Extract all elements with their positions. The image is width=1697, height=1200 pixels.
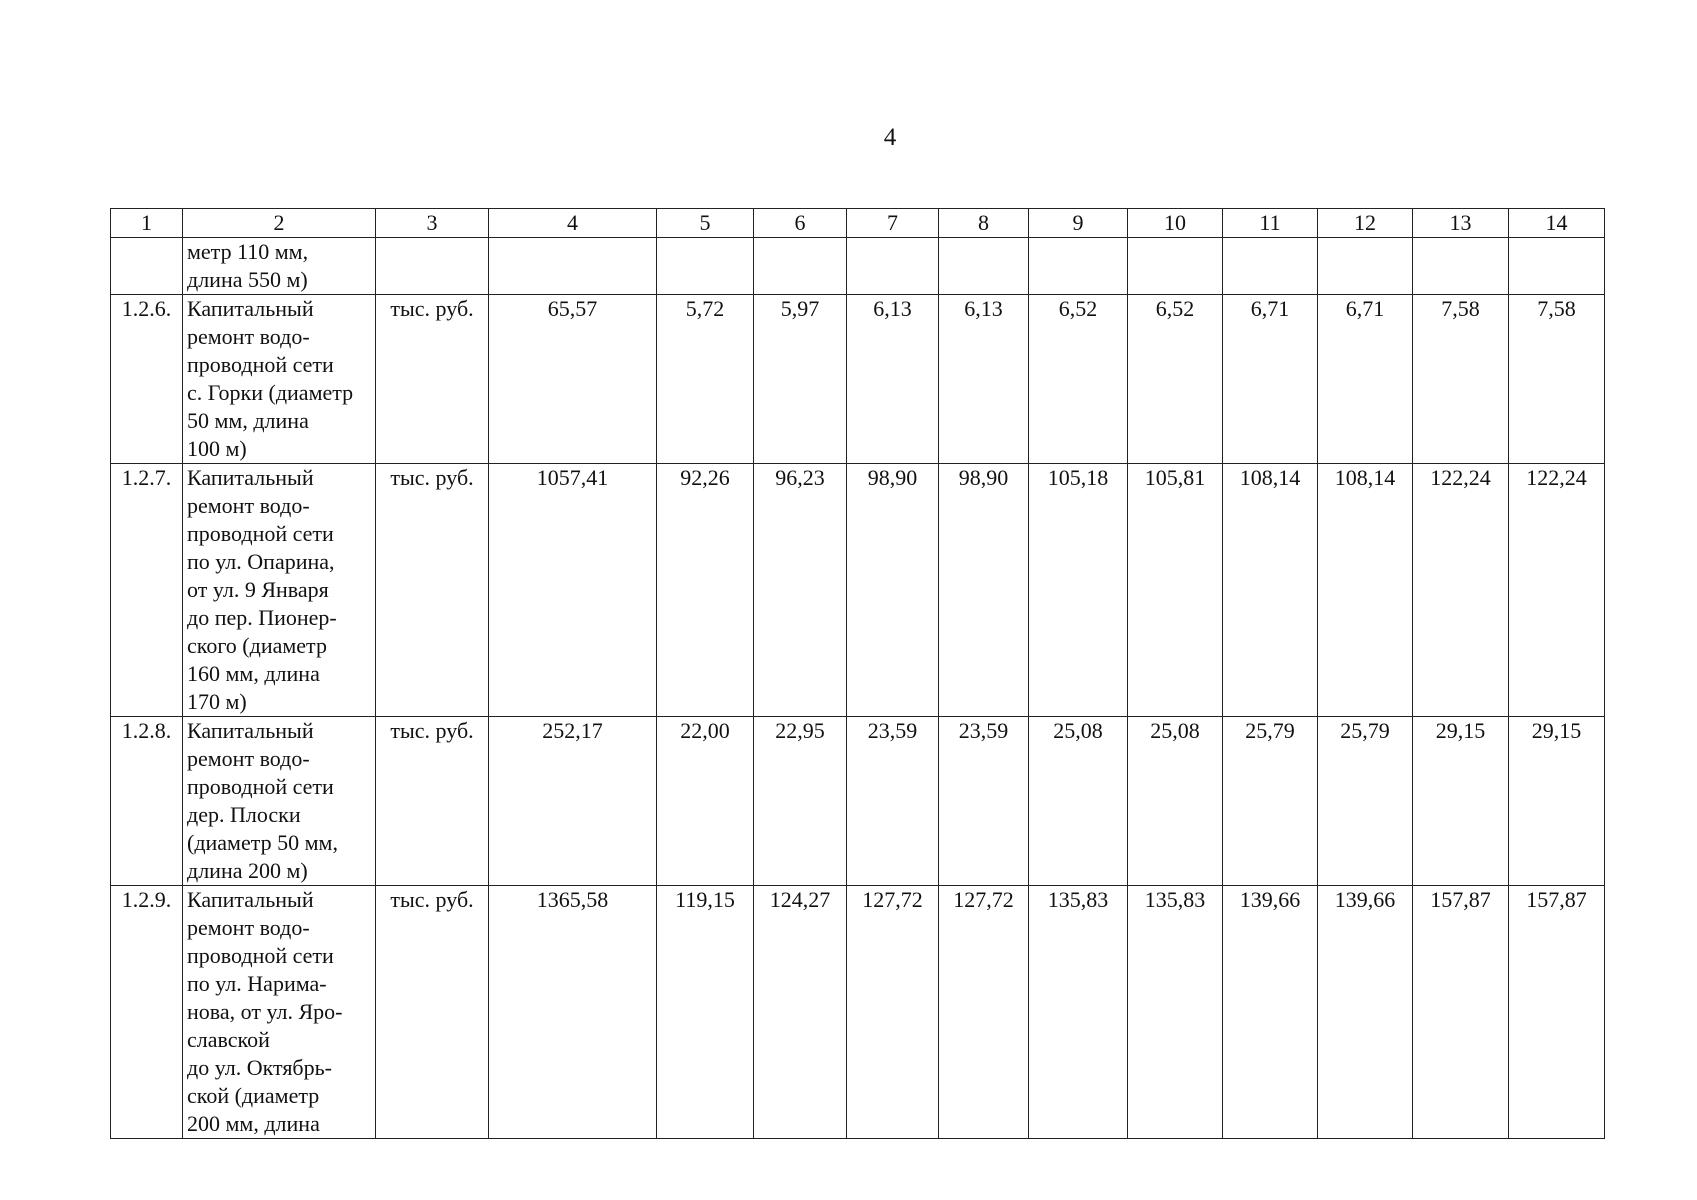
value-cell-col-6: 124,27 [754,886,847,1139]
value-cell-col-4: 252,17 [489,717,657,886]
value-cell-col-9: 105,18 [1029,464,1128,717]
value-cell-col-4 [489,238,657,295]
row-index: 1.2.6. [111,295,183,464]
description-line: от ул. 9 Января [187,577,329,602]
row-unit: тыс. руб. [376,295,489,464]
value-cell-col-11: 25,79 [1223,717,1318,886]
value-cell-col-10: 6,52 [1128,295,1223,464]
value-cell-col-11 [1223,238,1318,295]
column-header-6: 6 [754,209,847,238]
table-header [111,209,1605,238]
description-line: проводной сети [187,943,334,968]
value-cell-col-13: 122,24 [1413,464,1509,717]
value-cell-col-14: 29,15 [1509,717,1605,886]
table-row [111,238,1605,295]
row-unit: тыс. руб. [376,464,489,717]
value-cell-col-5: 119,15 [657,886,754,1139]
description-line: Капитальный [187,718,314,743]
value-cell-col-8 [939,238,1029,295]
description-line: 170 м) [187,689,247,714]
description-line: ского (диаметр [187,633,327,658]
description-line: ремонт водо- [187,324,310,349]
value-cell-col-13: 157,87 [1413,886,1509,1139]
description-line: ремонт водо- [187,915,310,940]
column-header-4: 4 [489,209,657,238]
description-line: длина 200 м) [187,858,308,883]
row-unit: тыс. руб. [376,886,489,1139]
table-row [111,886,1605,1139]
value-cell-col-14: 7,58 [1509,295,1605,464]
value-cell-col-9: 135,83 [1029,886,1128,1139]
description-line: проводной сети [187,521,334,546]
row-description [183,886,376,1139]
value-cell-col-12: 6,71 [1318,295,1413,464]
table-row [111,295,1605,464]
header-row [111,209,1605,238]
description-line: ремонт водо- [187,746,310,771]
value-cell-col-12 [1318,238,1413,295]
value-cell-col-7: 6,13 [847,295,939,464]
value-cell-col-10: 105,81 [1128,464,1223,717]
value-cell-col-4: 1057,41 [489,464,657,717]
description-line: длина 550 м) [187,267,308,292]
value-cell-col-11: 6,71 [1223,295,1318,464]
value-cell-col-11: 108,14 [1223,464,1318,717]
description-line: метр 110 мм, [187,239,309,264]
value-cell-col-9: 25,08 [1029,717,1128,886]
value-cell-col-14: 122,24 [1509,464,1605,717]
description-line: нова, от ул. Яро- [187,999,343,1024]
value-cell-col-8: 98,90 [939,464,1029,717]
description-line: проводной сети [187,774,334,799]
value-cell-col-6: 5,97 [754,295,847,464]
value-cell-col-10: 25,08 [1128,717,1223,886]
value-cell-col-8: 23,59 [939,717,1029,886]
value-cell-col-7 [847,238,939,295]
column-header-10: 10 [1128,209,1223,238]
row-index: 1.2.8. [111,717,183,886]
column-header-11: 11 [1223,209,1318,238]
description-line: проводной сети [187,352,334,377]
value-cell-col-12: 108,14 [1318,464,1413,717]
value-cell-col-4: 1365,58 [489,886,657,1139]
column-header-12: 12 [1318,209,1413,238]
description-line: дер. Плоски [187,802,301,827]
column-header-3: 3 [376,209,489,238]
description-line: (диаметр 50 мм, [187,830,338,855]
value-cell-col-7: 127,72 [847,886,939,1139]
value-cell-col-12: 25,79 [1318,717,1413,886]
column-header-7: 7 [847,209,939,238]
column-header-8: 8 [939,209,1029,238]
row-description [183,238,376,295]
value-cell-col-8: 127,72 [939,886,1029,1139]
value-cell-col-13: 29,15 [1413,717,1509,886]
value-cell-col-11: 139,66 [1223,886,1318,1139]
description-line: Капитальный [187,296,314,321]
value-cell-col-9 [1029,238,1128,295]
page-number: 4 [883,124,897,151]
row-description [183,464,376,717]
value-cell-col-7: 98,90 [847,464,939,717]
column-header-2: 2 [183,209,376,238]
table-body [111,238,1605,1139]
value-cell-col-6: 22,95 [754,717,847,886]
description-line: 100 м) [187,436,247,461]
description-line: 160 мм, длина [187,661,320,686]
value-cell-col-7: 23,59 [847,717,939,886]
row-unit [376,238,489,295]
value-cell-col-5: 92,26 [657,464,754,717]
row-index [111,238,183,295]
value-cell-col-12: 139,66 [1318,886,1413,1139]
row-index: 1.2.9. [111,886,183,1139]
description-line: по ул. Нарима- [187,971,327,996]
value-cell-col-14 [1509,238,1605,295]
value-cell-col-6: 96,23 [754,464,847,717]
description-line: ремонт водо- [187,493,310,518]
description-line: Капитальный [187,465,314,490]
column-header-14: 14 [1509,209,1605,238]
column-header-13: 13 [1413,209,1509,238]
description-line: 50 мм, длина [187,408,309,433]
value-cell-col-10: 135,83 [1128,886,1223,1139]
description-line: по ул. Опарина, [187,549,335,574]
row-description [183,717,376,886]
description-line: до ул. Октябрь- [187,1055,332,1080]
value-cell-col-5: 22,00 [657,717,754,886]
description-line: с. Горки (диаметр [187,380,354,405]
description-line: славской [187,1027,270,1052]
value-cell-col-5 [657,238,754,295]
budget-table [110,208,1605,1139]
value-cell-col-14: 157,87 [1509,886,1605,1139]
table-row [111,464,1605,717]
row-description [183,295,376,464]
description-line: 200 мм, длина [187,1111,320,1136]
value-cell-col-9: 6,52 [1029,295,1128,464]
value-cell-col-5: 5,72 [657,295,754,464]
row-unit: тыс. руб. [376,717,489,886]
value-cell-col-13: 7,58 [1413,295,1509,464]
row-index: 1.2.7. [111,464,183,717]
value-cell-col-13 [1413,238,1509,295]
table-row [111,717,1605,886]
column-header-1: 1 [111,209,183,238]
description-line: Капитальный [187,887,314,912]
value-cell-col-8: 6,13 [939,295,1029,464]
column-header-5: 5 [657,209,754,238]
description-line: ской (диаметр [187,1083,320,1108]
value-cell-col-6 [754,238,847,295]
value-cell-col-4: 65,57 [489,295,657,464]
column-header-9: 9 [1029,209,1128,238]
description-line: до пер. Пионер- [187,605,337,630]
value-cell-col-10 [1128,238,1223,295]
